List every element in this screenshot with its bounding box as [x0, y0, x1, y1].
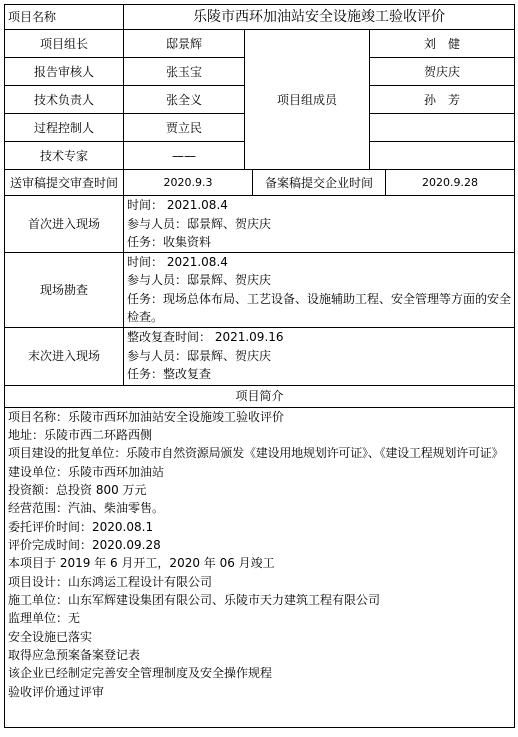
member-2: 贺庆庆	[370, 58, 515, 86]
intro-line: 地址：乐陵市西二环路西侧	[8, 427, 153, 442]
member-5	[370, 142, 515, 170]
intro-line: 安全设施已落实	[8, 629, 93, 644]
intro-line: 验收评价通过评审	[8, 684, 105, 699]
first-visit-details	[124, 196, 515, 253]
intro-line: 取得应急预案备案登记表	[8, 647, 141, 662]
intro-line: 项目建设的批复单位：乐陵市自然资源局颁发《建设用地规划许可证》、《建设工程规划许可证》	[8, 446, 504, 461]
intro-body	[5, 407, 515, 727]
intro-line: 本项目于 2019 年 6 月开工，2020 年 06 月竣工	[8, 556, 275, 571]
first-visit-task: 任务：收集资料	[127, 235, 212, 249]
first-visit-time: 时间： 2021.08.4	[127, 198, 228, 212]
last-visit-details	[124, 327, 515, 385]
review-submit-date: 2020.9.3	[124, 170, 253, 196]
intro-line: 建设单位：乐陵市西环加油站	[8, 464, 165, 479]
intro-line: 施工单位：山东军辉建设集团有限公司、乐陵市天力建筑工程有限公司	[8, 592, 381, 607]
process-control-value: 贾立民	[124, 114, 245, 142]
project-name-label: 项目名称	[5, 5, 124, 30]
member-1: 刘 健	[370, 30, 515, 58]
leader-value: 邸景辉	[124, 30, 245, 58]
intro-line: 经营范围：汽油、柴油零售。	[8, 501, 165, 516]
reviewer-value: 张玉宝	[124, 58, 245, 86]
intro-line: 项目名称：乐陵市西环加油站安全设施竣工验收评价	[8, 409, 285, 424]
filing-submit-label: 备案稿提交企业时间	[253, 170, 386, 196]
site-survey-time: 时间： 2021.08.4	[127, 254, 228, 269]
project-name-value: 乐陵市西环加油站安全设施竣工验收评价	[124, 5, 515, 30]
filing-submit-date: 2020.9.28	[386, 170, 515, 196]
intro-line: 项目设计：山东鸿运工程设计有限公司	[8, 574, 213, 589]
review-submit-label: 送审稿提交审查时间	[5, 170, 124, 196]
last-visit-time: 整改复查时间： 2021.09.16	[127, 330, 284, 345]
intro-line: 投资额：总投资 800 万元	[8, 482, 147, 497]
expert-value: ——	[124, 142, 245, 170]
project-info-table	[4, 4, 515, 728]
member-3: 孙 芳	[370, 86, 515, 114]
first-visit-label: 首次进入现场	[5, 196, 124, 253]
site-survey-task: 任务：现场总体布局、工艺设备、设施辅助工程、安全管理等方面的安全检查。	[127, 291, 512, 324]
members-label: 项目组成员	[245, 30, 370, 170]
intro-line: 监理单位：无	[8, 611, 81, 626]
tech-lead-label: 技术负责人	[5, 86, 124, 114]
intro-line: 委托评价时间：2020.08.1	[8, 519, 154, 534]
member-4	[370, 114, 515, 142]
leader-label: 项目组长	[5, 30, 124, 58]
intro-title: 项目简介	[5, 385, 515, 407]
process-control-label: 过程控制人	[5, 114, 124, 142]
last-visit-participants: 参与人员：邸景辉、贺庆庆	[127, 348, 272, 363]
tech-lead-value: 张全义	[124, 86, 245, 114]
last-visit-label: 末次进入现场	[5, 327, 124, 385]
site-survey-label: 现场勘查	[5, 252, 124, 327]
expert-label: 技术专家	[5, 142, 124, 170]
reviewer-label: 报告审核人	[5, 58, 124, 86]
intro-line: 该企业已经制定完善安全管理制度及安全操作规程	[8, 666, 273, 681]
last-visit-task: 任务：整改复查	[127, 367, 212, 382]
site-survey-participants: 参与人员：邸景辉、贺庆庆	[127, 273, 272, 287]
site-survey-details	[124, 252, 515, 327]
first-visit-participants: 参与人员：邸景辉、贺庆庆	[127, 216, 272, 231]
intro-line: 评价完成时间：2020.09.28	[8, 537, 161, 552]
